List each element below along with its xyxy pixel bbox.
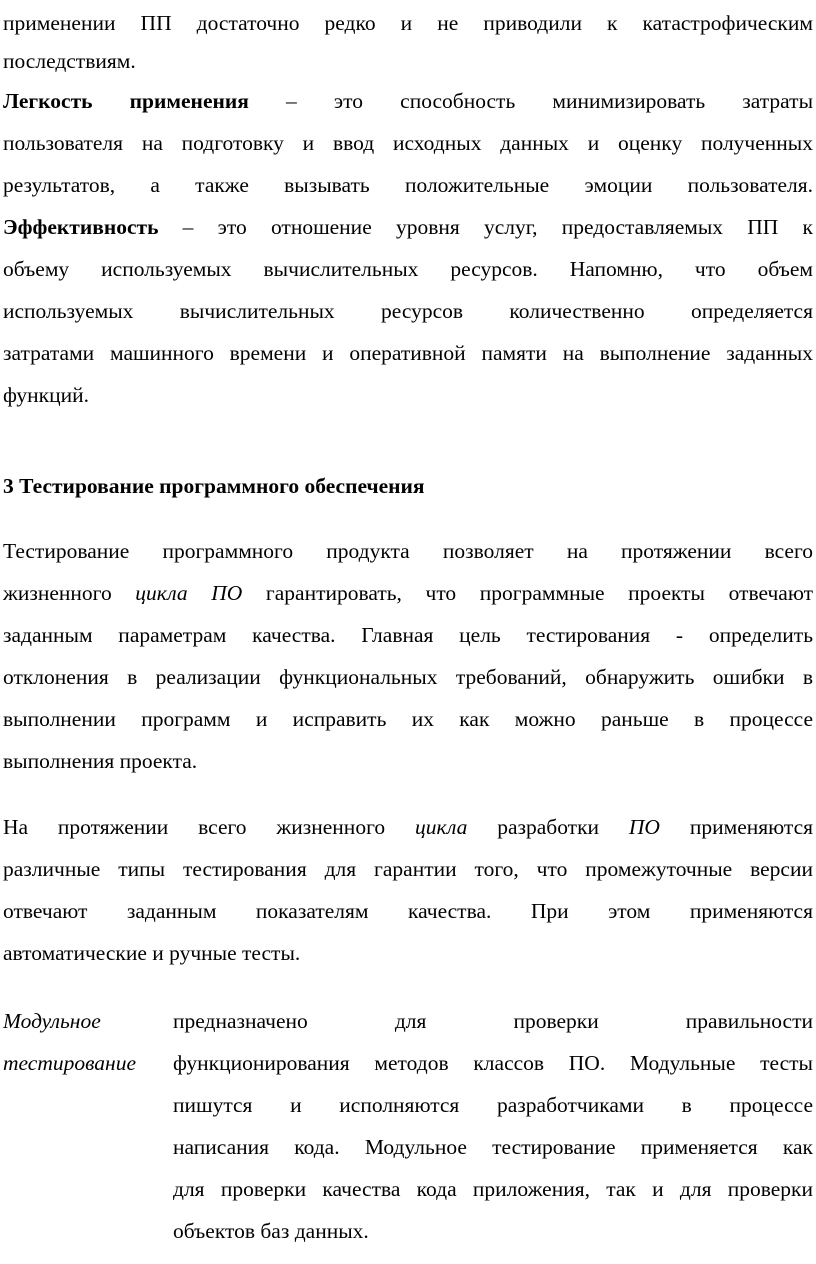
unit-testing-def-line-6: объектов баз данных.: [173, 1219, 369, 1243]
lifecycle-line-1-italic-1: цикла: [414, 815, 468, 839]
unit-testing-def-line-5: для проверки качества кода приложения, так и для проверки: [173, 1177, 813, 1201]
efficiency-line-1: [3, 206, 813, 248]
usability-line-3: результатов, а также вызывать положительные эмоции пользователя.: [3, 173, 813, 197]
efficiency-line-3: используемых вычислительных ресурсов количественно определяется: [3, 299, 813, 323]
lifecycle-line-1-a: На протяжении всего жизненного: [3, 815, 386, 839]
usability-term: Легкость применения: [3, 89, 249, 113]
efficiency-line-5: функций.: [3, 383, 89, 407]
testing-line-2-end: гарантировать, что программные проекты отвечают: [265, 581, 814, 605]
intro-line-1: применении ПП достаточно редко и не приводили к катастрофическим: [3, 11, 813, 35]
lifecycle-line-3: отвечают заданным показателям качества. При этом применяются: [3, 899, 813, 923]
testing-line-2: [3, 572, 813, 614]
efficiency-term: Эффективность: [3, 215, 159, 239]
testing-line-1: Тестирование программного продукта позволяет на протяжении всего: [3, 539, 813, 563]
testing-line-4: отклонения в реализации функциональных требований, обнаружить ошибки в: [3, 665, 813, 689]
lifecycle-line-1: [3, 806, 813, 848]
lifecycle-line-2: различные типы тестирования для гарантии того, что промежуточные версии: [3, 857, 813, 881]
lifecycle-line-1-c: применяются: [689, 815, 814, 839]
testing-line-2-italic: цикла ПО: [135, 581, 243, 605]
efficiency-line-1-rest: – это отношение уровня услуг, предоставляемых ПП к: [182, 215, 814, 239]
testing-line-2-start: жизненного: [3, 581, 112, 605]
unit-testing-def-line-1: предназначено для проверки правильности: [173, 1009, 813, 1033]
efficiency-line-2: объему используемых вычислительных ресурсов. Напомню, что объем: [3, 257, 813, 281]
lifecycle-line-1-b: разработки: [497, 815, 600, 839]
efficiency-line-4: затратами машинного времени и оперативной памяти на выполнение заданных: [3, 341, 813, 365]
unit-testing-term-line-1: Модульное: [3, 1009, 101, 1033]
section-heading: 3 Тестирование программного обеспечения: [3, 474, 425, 498]
testing-line-5: выполнении программ и исправить их как можно раньше в процессе: [3, 707, 813, 731]
intro-line-2: последствиям.: [3, 49, 136, 73]
unit-testing-def-line-3: пишутся и исполняются разработчиками в процессе: [173, 1093, 813, 1117]
lifecycle-line-4: автоматические и ручные тесты.: [3, 941, 301, 965]
unit-testing-term-line-2: тестирование: [3, 1051, 136, 1075]
usability-line-1-rest: – это способность минимизировать затраты: [286, 89, 814, 113]
lifecycle-line-1-italic-2: ПО: [628, 815, 660, 839]
unit-testing-def-line-2: функционирования методов классов ПО. Модульные тесты: [173, 1051, 813, 1075]
usability-line-1: [3, 80, 813, 122]
usability-line-2: пользователя на подготовку и ввод исходных данных и оценку полученных: [3, 131, 813, 155]
testing-line-6: выполнения проекта.: [3, 749, 198, 773]
unit-testing-def-line-4: написания кода. Модульное тестирование применяется как: [173, 1135, 813, 1159]
testing-line-3: заданным параметрам качества. Главная цель тестирования - определить: [3, 623, 813, 647]
